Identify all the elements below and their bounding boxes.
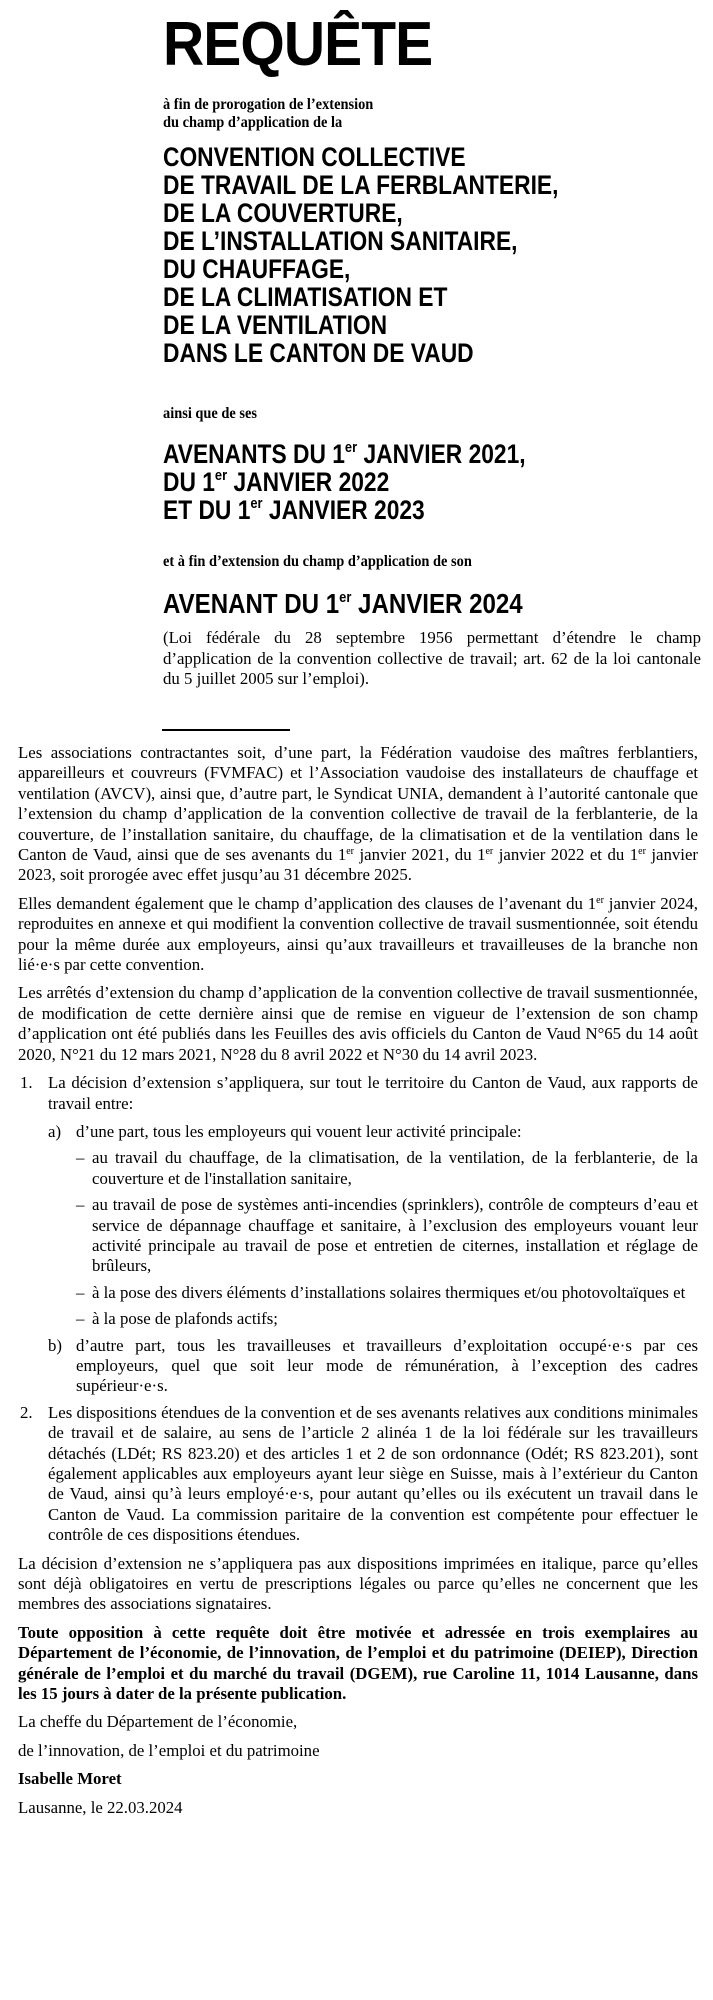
convention-heading	[163, 143, 703, 367]
avenant-line	[163, 496, 627, 524]
list-item-1	[18, 1073, 698, 1114]
convention-line: DE L’INSTALLATION SANITAIRE,	[163, 226, 518, 256]
dash-bullet: –	[76, 1148, 85, 1168]
superscript: er	[250, 495, 263, 512]
avenant-line-text: AVENANTS DU 1	[163, 439, 345, 469]
list-item-text: Les dispositions étendues de la convention et de ses avenants relatives aux conditions minimales de travail et de salaire, au sens de l’article 2 alinéa 1 de la loi fédérale sur les travailleurs détachés (LDét; RS 823.20) et des articles 1 et 2 de son ordonnance (Odét; RS 823.201), sont également applicables aux employeurs ayant leur siège en Suisse, mais à l’extérieur du Canton de Vaud, ainsi qu’à leurs employé·e·s, pour autant qu’elles ou ils exécutent un travail dans le Canton de Vaud. La commission paritaire de la convention est compétente pour effectuer le contrôle de ces dispositions étendues.	[48, 1402, 698, 1545]
list-item-2	[18, 1403, 698, 1546]
superscript: er	[346, 846, 354, 858]
list-item-text: La décision d’extension s’appliquera, sur tout le territoire du Canton de Vaud, aux rapports de travail entre:	[48, 1073, 698, 1113]
avenant-line-text: ET DU 1	[163, 495, 251, 525]
avenant-2024-heading	[163, 590, 703, 618]
paragraph-extension-2024	[18, 894, 698, 976]
list-number: 2.	[20, 1402, 33, 1422]
extension-intro-text: et à fin d’extension du champ d’application de son	[163, 553, 472, 570]
superscript: er	[339, 589, 352, 606]
list-letter: a)	[48, 1121, 62, 1141]
bullet-item	[18, 1309, 698, 1329]
list-item-text: d’une part, tous les employeurs qui vouent leur activité principale:	[76, 1121, 522, 1141]
text-run: janvier 2022 et du 1	[493, 845, 639, 865]
paragraph-publications: Les arrêtés d’extension du champ d’application de la convention collective de travail susmentionnée, de modification de cette dernière ainsi que de remise en vigueur de l’extension de son champ d’application ont été publiés dans les Feuilles des avis officiels du Canton de Vaud N°65 du 14 août 2020, N°21 du 12 mars 2021, N°28 du 8 avril 2022 et N°30 du 14 avril 2023.	[18, 983, 698, 1064]
text-run: janvier 2021, du 1	[354, 845, 486, 865]
list-item-text: d’autre part, tous les travailleuses et travailleurs d’exploitation occupé·e·s par ces employeurs, quel que soit leur mode de rémunération, à l’exception des cadres supérieur·e·s.	[76, 1335, 698, 1396]
superscript: er	[214, 467, 228, 484]
avenants-heading	[163, 440, 703, 524]
extension-subheading	[163, 553, 703, 571]
intro-subheading	[163, 96, 703, 132]
paragraph-italic-note: La décision d’extension ne s’appliquera pas aux dispositions imprimées en italique, parce qu’elles sont déjà obligatoires en vertu de prescriptions légales ou parce qu’elles ne concernent que les membres des associations signataires.	[18, 1553, 698, 1614]
intro-line: du champ d’application de la	[163, 114, 343, 131]
text-run: janvier 2024, reproduites en annexe et qui modifient la convention collective de travail susmentionnée, soit étendu pour la même durée aux employeurs, ainsi qu’aux travailleurs et travailleuses de la branche non lié·e·s par cette convention.	[18, 893, 698, 975]
convention-line: DE TRAVAIL DE LA FERBLANTERIE,	[163, 170, 559, 200]
date-line: Lausanne, le 22.03.2024	[18, 1797, 183, 1817]
list-number: 1.	[20, 1073, 33, 1093]
bullet-text: au travail du chauffage, de la climatisation, de la ventilation, de la ferblanterie, de la couverture et de l'installation sanitaire,	[92, 1148, 698, 1188]
superscript: er	[485, 846, 494, 858]
list-letter: b)	[48, 1335, 62, 1355]
legal-basis: (Loi fédérale du 28 septembre 1956 permettant d’étendre le champ d’application de la convention collective de travail; art. 62 de la loi cantonale du 5 juillet 2005 sur l’emploi).	[163, 628, 701, 688]
convention-line: DANS LE CANTON DE VAUD	[163, 338, 474, 368]
avenant-2024-text: JANVIER 2024	[351, 588, 523, 619]
document-body	[18, 743, 698, 1826]
avenant-line-text: JANVIER 2022	[227, 467, 390, 497]
bullet-text: au travail de pose de systèmes anti-incendies (sprinklers), contrôle de compteurs d’eau et service de dépannage chauffage et sanitaire, à l’exclusion des employeurs vouant leur activité principale au travail de pose et entretien de citernes, installation et réglage de brûleurs,	[92, 1195, 698, 1276]
avenant-line-text: JANVIER 2023	[262, 495, 425, 525]
intro-line: à fin de prorogation de l’extension	[163, 96, 374, 113]
text-run: Les associations contractantes soit, d’une part, la Fédération vaudoise des maîtres ferblantiers, appareilleurs et couvreurs (FVMFAC) et l’Association vaudoise des installateurs de chauffage et ventilation (AVCV), ainsi que, d’autre part, le Syndicat UNIA, demandent à l’autorité cantonale que l’extension du champ d’application de la convention collective de travail de la ferblanterie, de la couverture, de l’installation sanitaire, du chauffage, de la climatisation et de la ventilation dans le Canton de Vaud, ainsi que de ses avenants du 1	[18, 743, 698, 865]
avenant-line-text: DU 1	[163, 467, 215, 497]
bullet-text: à la pose de plafonds actifs;	[92, 1309, 278, 1329]
list-item-a	[18, 1122, 698, 1142]
bullet-item	[18, 1283, 698, 1303]
document-title: REQUÊTE	[163, 10, 433, 79]
text-run: janvier 2023, soit prorogée avec effet jusqu’au 31 décembre 2025.	[18, 845, 698, 885]
superscript: er	[638, 846, 646, 858]
list-item-b	[18, 1336, 698, 1397]
convention-line: DE LA CLIMATISATION ET	[163, 282, 448, 312]
signature-line-1: La cheffe du Département de l’économie,	[18, 1712, 298, 1732]
dash-bullet: –	[76, 1282, 85, 1302]
convention-line: DE LA COUVERTURE,	[163, 198, 403, 228]
signatory-name: Isabelle Moret	[18, 1769, 122, 1789]
divider-line	[162, 729, 290, 731]
avenant-line	[163, 440, 627, 468]
bullet-item	[18, 1195, 698, 1277]
text-run: Elles demandent également que le champ d’application des clauses de l’avenant du 1	[18, 893, 597, 913]
superscript: er	[344, 439, 358, 456]
avenant-2024-line	[163, 590, 627, 618]
convention-line: CONVENTION COLLECTIVE	[163, 142, 466, 172]
dash-bullet: –	[76, 1195, 85, 1215]
dash-bullet: –	[76, 1309, 85, 1329]
convention-line: DE LA VENTILATION	[163, 310, 388, 340]
bullet-text: à la pose des divers éléments d’installations solaires thermiques et/ou photovoltaïques et	[92, 1282, 686, 1302]
paragraph-opposition: Toute opposition à cette requête doit être motivée et adressée en trois exemplaires au Département de l’économie, de l’innovation, de l’emploi et du patrimoine (DEIEP), Direction générale de l’emploi et du marché du travail (DGEM), rue Caroline 11, 1014 Lausanne, dans les 15 jours à dater de la présente publication.	[18, 1622, 698, 1704]
convention-line: DU CHAUFFAGE,	[163, 254, 351, 284]
ainsi-que-subheading	[163, 405, 703, 423]
paragraph-request	[18, 743, 698, 886]
superscript: er	[596, 894, 604, 906]
avenant-line	[163, 468, 627, 496]
avenant-2024-text: AVENANT DU 1	[163, 588, 340, 619]
signature-line-2: de l’innovation, de l’emploi et du patrimoine	[18, 1740, 320, 1760]
bullet-item	[18, 1148, 698, 1189]
avenant-line-text: JANVIER 2021,	[357, 439, 526, 469]
ainsi-que-text: ainsi que de ses	[163, 405, 258, 422]
